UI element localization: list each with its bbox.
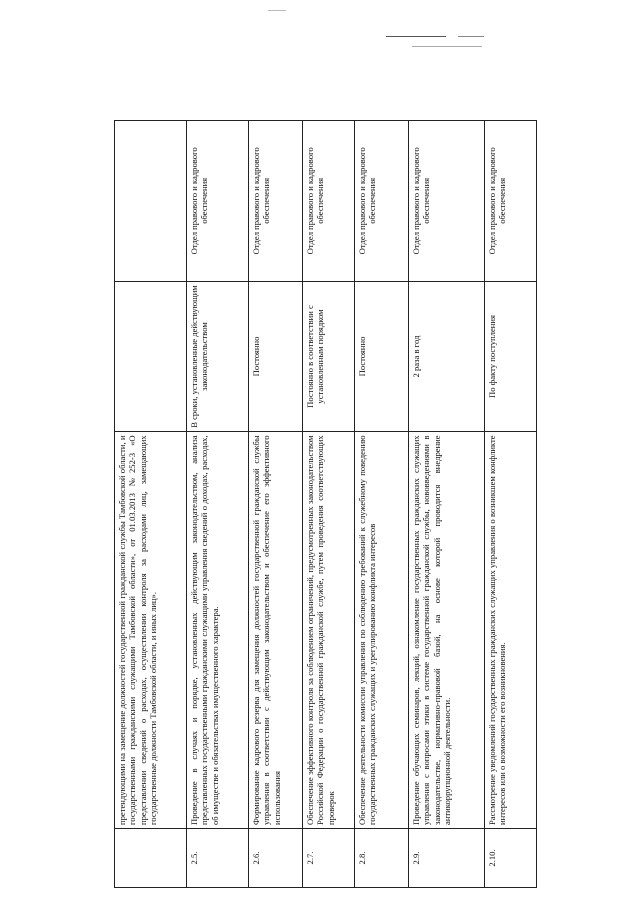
scan-mark bbox=[412, 46, 482, 47]
scan-mark bbox=[268, 10, 286, 11]
rotated-table-region bbox=[114, 120, 536, 888]
measure-text: Формирование кадрового резерва для замещения должностей государственной гражданской службы управления в соответствии с действующим законодательством и обеспечение его эффективного использования bbox=[249, 432, 303, 829]
table-row bbox=[187, 121, 249, 888]
row-number: 2.9. bbox=[409, 829, 485, 888]
row-number: 2.8. bbox=[355, 829, 409, 888]
term-cell: 2 раза в год bbox=[409, 281, 485, 432]
scan-mark bbox=[458, 36, 484, 37]
table-row bbox=[409, 121, 485, 888]
measure-text: Рассмотрение уведомлений государственных гражданских служащих управления о возникшем конфликте интересов или о возможности его возникновения. bbox=[485, 432, 537, 829]
measure-text: Обеспечение эффективного контроля за соблюдением ограничений, предусмотренных законодательством Российской Федерации о государственной гражданской службе, путем проведения соответствующих проверок bbox=[303, 432, 355, 829]
measure-text: претендующими на замещение должностей государственной гражданской службы Тамбовской области, и государственными гражданскими служащими Тамбовской области», от 01.03.2013 №252-3 «О представлении сведений о расходах, осуществлении контроля за расходами лиц, замещающих государственные должности Тамбовской области, и иных лиц». bbox=[115, 432, 187, 829]
responsible-cell: Отдел правового и кадрового обеспечения bbox=[409, 121, 485, 282]
row-number bbox=[115, 829, 187, 888]
measure-text: Обеспечение деятельности комиссии управления по соблюдению требований к служебному поведению государственных гражданских служащих и урегулированию конфликта интересов bbox=[355, 432, 409, 829]
scan-mark bbox=[386, 36, 446, 37]
table-row bbox=[115, 121, 187, 888]
measure-text: Проведение в случаях и порядке, установленных действующим законодательством, анализа представленных государственными гражданскими служащими управления сведений о доходах, расходах, об имуществе и обязательствах имущественного характера. bbox=[187, 432, 249, 829]
table-row bbox=[485, 121, 537, 888]
term-cell: Постоянно bbox=[249, 281, 303, 432]
measures-table bbox=[114, 120, 537, 888]
table-row bbox=[355, 121, 409, 888]
term-cell: В сроки, установленные действующим законодательством bbox=[187, 281, 249, 432]
responsible-cell: Отдел правового и кадрового обеспечения bbox=[303, 121, 355, 282]
row-number: 2.6. bbox=[249, 829, 303, 888]
responsible-cell: Отдел правового и кадрового обеспечения bbox=[485, 121, 537, 282]
table-row bbox=[303, 121, 355, 888]
responsible-cell: Отдел правового и кадрового обеспечения bbox=[355, 121, 409, 282]
responsible-cell: Отдел правового и кадрового обеспечения bbox=[249, 121, 303, 282]
term-cell bbox=[115, 281, 187, 432]
term-cell: Постоянно в соответствии с установленным порядком bbox=[303, 281, 355, 432]
measure-text: Проведение обучающих семинаров, лекций, ознакомление государственных гражданских служащих управления с вопросами этики в системе государственной гражданской службы, нововведениями в законодательстве, нормативно-правовой базой, на основе которой проводится внедрение антикоррупционной деятельности. bbox=[409, 432, 485, 829]
row-number: 2.7. bbox=[303, 829, 355, 888]
responsible-cell bbox=[115, 121, 187, 282]
term-cell: По факту поступления bbox=[485, 281, 537, 432]
row-number: 2.5. bbox=[187, 829, 249, 888]
table-row bbox=[249, 121, 303, 888]
term-cell: Постоянно bbox=[355, 281, 409, 432]
responsible-cell: Отдел правового и кадрового обеспечения bbox=[187, 121, 249, 282]
row-number: 2.10. bbox=[485, 829, 537, 888]
